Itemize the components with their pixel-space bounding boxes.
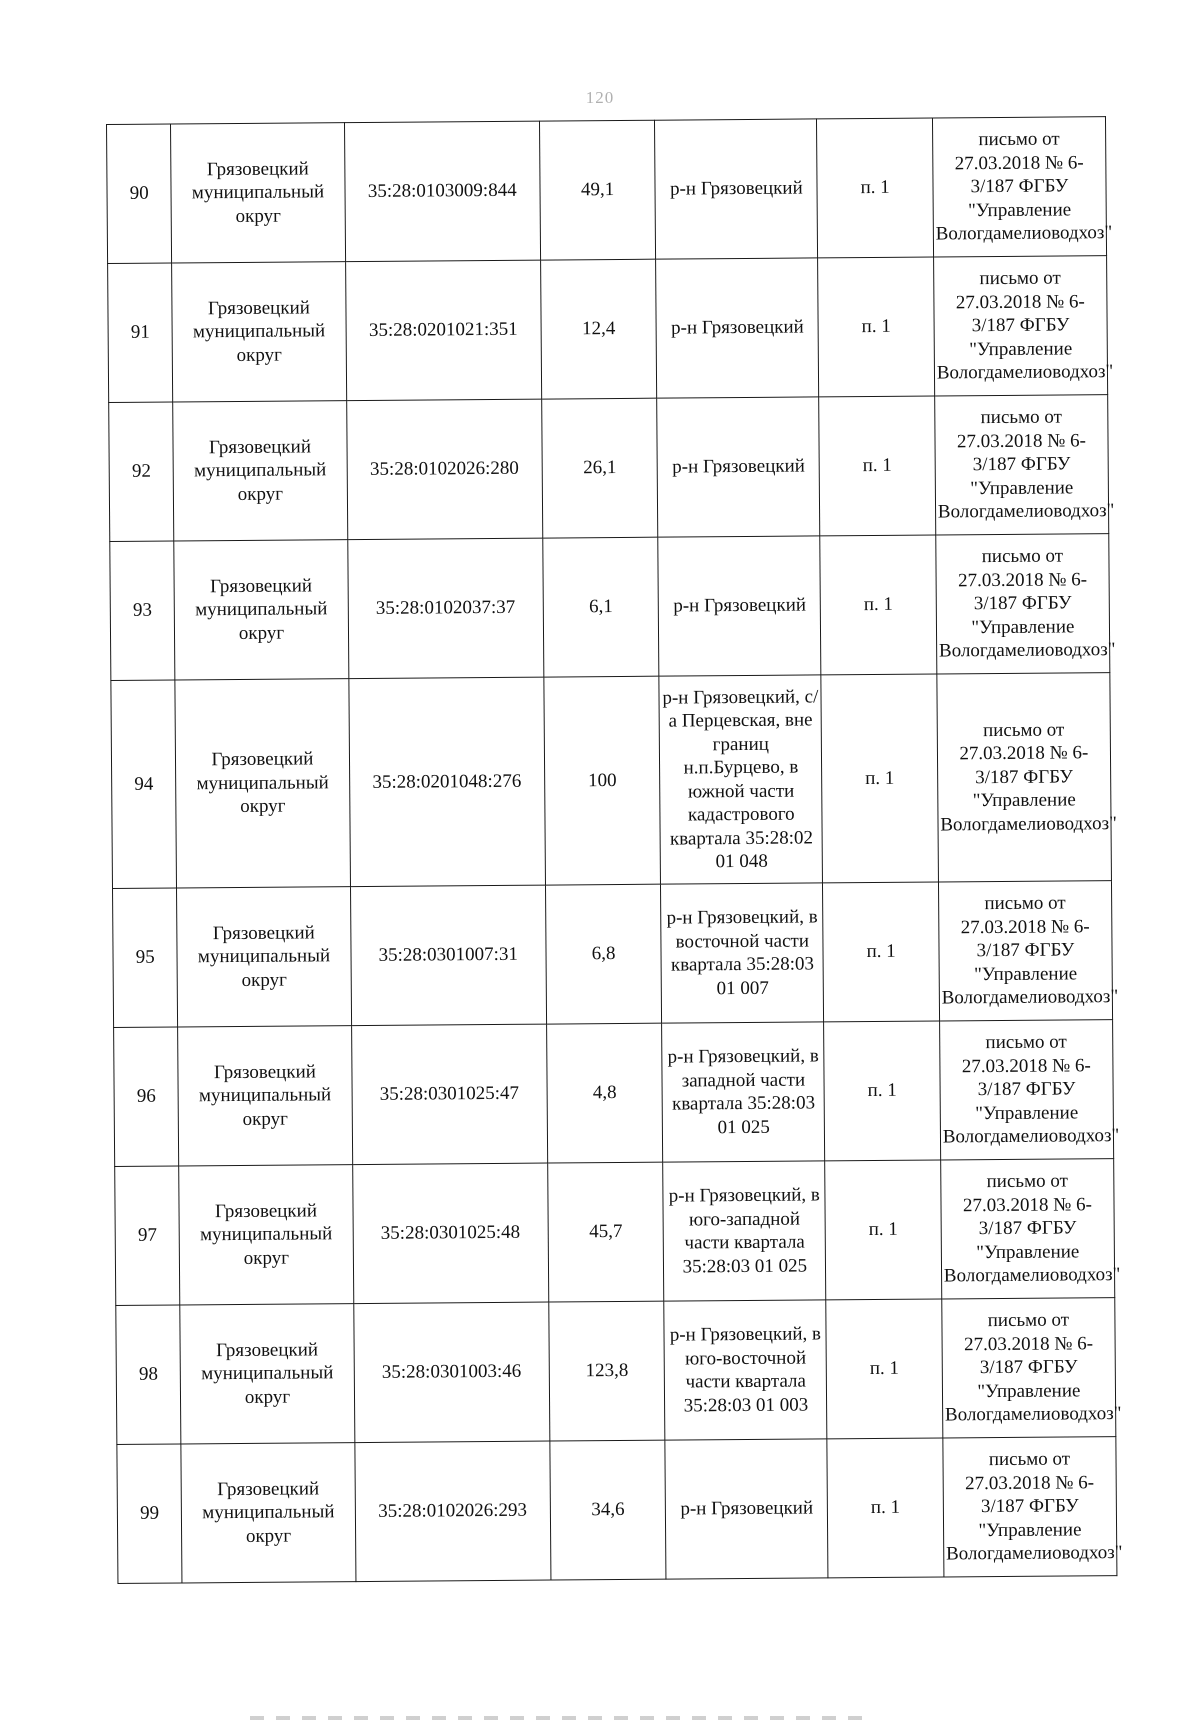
row-number: 92	[109, 402, 174, 542]
location-cell: р-н Грязовецкий	[656, 258, 819, 398]
area-cell: 100	[544, 676, 661, 885]
area-cell: 6,1	[543, 537, 660, 677]
municipality-cell: Грязовецкий муниципальный округ	[181, 1443, 355, 1583]
cadastral-number-cell: 35:28:0201048:276	[348, 677, 545, 887]
basis-cell: письмо от 27.03.2018 № 6-3/187 ФГБУ "Управление Вологдамелиоводхоз"	[934, 395, 1108, 535]
row-number: 96	[114, 1027, 179, 1167]
clause-cell: п. 1	[817, 118, 934, 258]
area-cell: 6,8	[545, 884, 662, 1024]
municipality-cell: Грязовецкий муниципальный округ	[178, 1026, 352, 1166]
municipality-cell: Грязовецкий муниципальный округ	[175, 679, 350, 888]
clause-cell: п. 1	[818, 257, 935, 397]
area-cell: 45,7	[548, 1162, 665, 1302]
table-row	[115, 1159, 1115, 1306]
location-cell: р-н Грязовецкий, в восточной части квартала 35:28:03 01 007	[661, 883, 824, 1023]
cadastral-number-cell: 35:28:0102037:37	[347, 538, 543, 679]
scan-artifact	[250, 1716, 870, 1720]
clause-cell: п. 1	[823, 882, 940, 1022]
area-cell: 4,8	[546, 1023, 663, 1163]
municipality-cell: Грязовецкий муниципальный округ	[179, 1165, 353, 1305]
municipality-cell: Грязовецкий муниципальный округ	[173, 401, 347, 541]
cadastral-number-cell: 35:28:0301025:48	[352, 1163, 548, 1304]
cadastral-number-cell: 35:28:0301007:31	[350, 885, 546, 1026]
clause-cell: п. 1	[821, 674, 938, 883]
clause-cell: п. 1	[819, 396, 936, 536]
table-row	[111, 673, 1112, 889]
municipality-cell: Грязовецкий муниципальный округ	[172, 262, 346, 402]
clause-cell: п. 1	[824, 1021, 941, 1161]
table-row	[107, 117, 1107, 264]
municipality-cell: Грязовецкий муниципальный округ	[174, 540, 348, 680]
row-number: 99	[117, 1444, 182, 1584]
row-number: 98	[116, 1305, 181, 1445]
location-cell: р-н Грязовецкий	[658, 536, 821, 676]
area-cell: 49,1	[539, 120, 656, 260]
location-cell: р-н Грязовецкий, в западной части квартала 35:28:03 01 025	[662, 1022, 825, 1162]
basis-cell: письмо от 27.03.2018 № 6-3/187 ФГБУ "Управление Вологдамелиоводхоз"	[938, 881, 1112, 1021]
row-number: 94	[111, 680, 177, 888]
location-cell: р-н Грязовецкий, в юго-восточной части квартала 35:28:03 01 003	[664, 1300, 827, 1440]
area-cell: 12,4	[540, 259, 657, 399]
cadastral-number-cell: 35:28:0301025:47	[351, 1024, 547, 1165]
municipality-cell: Грязовецкий муниципальный округ	[180, 1304, 354, 1444]
table-row	[109, 395, 1109, 542]
page-number: 120	[585, 88, 615, 107]
location-cell: р-н Грязовецкий, с/а Перцевская, вне границ н.п.Бурцево, в южной части кадастрового квартала 35:28:02 01 048	[659, 675, 823, 884]
table-row	[117, 1437, 1117, 1584]
municipality-cell: Грязовецкий муниципальный округ	[177, 887, 351, 1027]
table-row	[110, 534, 1110, 681]
location-cell: р-н Грязовецкий	[665, 1439, 828, 1579]
cadastral-number-cell: 35:28:0102026:280	[346, 399, 542, 540]
table-row	[116, 1298, 1116, 1445]
area-cell: 26,1	[542, 398, 659, 538]
basis-cell: письмо от 27.03.2018 № 6-3/187 ФГБУ "Управление Вологдамелиоводхоз"	[936, 534, 1110, 674]
clause-cell: п. 1	[826, 1299, 943, 1439]
basis-cell: письмо от 27.03.2018 № 6-3/187 ФГБУ "Управление Вологдамелиоводхоз"	[942, 1298, 1116, 1438]
cadastral-number-cell: 35:28:0201021:351	[345, 260, 541, 401]
basis-cell: письмо от 27.03.2018 № 6-3/187 ФГБУ "Управление Вологдамелиоводхоз"	[932, 117, 1106, 257]
basis-cell: письмо от 27.03.2018 № 6-3/187 ФГБУ "Управление Вологдамелиоводхоз"	[937, 673, 1112, 882]
row-number: 97	[115, 1166, 180, 1306]
row-number: 91	[108, 263, 173, 403]
area-cell: 34,6	[550, 1440, 667, 1580]
municipality-cell: Грязовецкий муниципальный округ	[171, 123, 345, 263]
table-body	[107, 117, 1123, 1584]
table-row	[108, 256, 1108, 403]
land-plots-table	[106, 116, 1123, 1584]
row-number: 90	[107, 124, 172, 264]
clause-cell: п. 1	[820, 535, 937, 675]
cadastral-number-cell: 35:28:0103009:844	[344, 121, 540, 262]
area-cell: 123,8	[549, 1301, 666, 1441]
clause-cell: п. 1	[827, 1438, 944, 1578]
basis-cell: письмо от 27.03.2018 № 6-3/187 ФГБУ "Управление Вологдамелиоводхоз"	[933, 256, 1107, 396]
location-cell: р-н Грязовецкий	[657, 397, 820, 537]
row-number: 93	[110, 541, 175, 681]
location-cell: р-н Грязовецкий, в юго-западной части квартала 35:28:03 01 025	[663, 1161, 826, 1301]
location-cell: р-н Грязовецкий	[655, 119, 818, 259]
basis-cell: письмо от 27.03.2018 № 6-3/187 ФГБУ "Управление Вологдамелиоводхоз"	[943, 1437, 1117, 1577]
cadastral-number-cell: 35:28:0102026:293	[354, 1441, 550, 1582]
basis-cell: письмо от 27.03.2018 № 6-3/187 ФГБУ "Управление Вологдамелиоводхоз"	[939, 1020, 1113, 1160]
clause-cell: п. 1	[825, 1160, 942, 1300]
cadastral-number-cell: 35:28:0301003:46	[353, 1302, 549, 1443]
row-number: 95	[113, 888, 178, 1028]
table-row	[113, 881, 1113, 1028]
table-row	[114, 1020, 1114, 1167]
basis-cell: письмо от 27.03.2018 № 6-3/187 ФГБУ "Управление Вологдамелиоводхоз"	[940, 1159, 1114, 1299]
